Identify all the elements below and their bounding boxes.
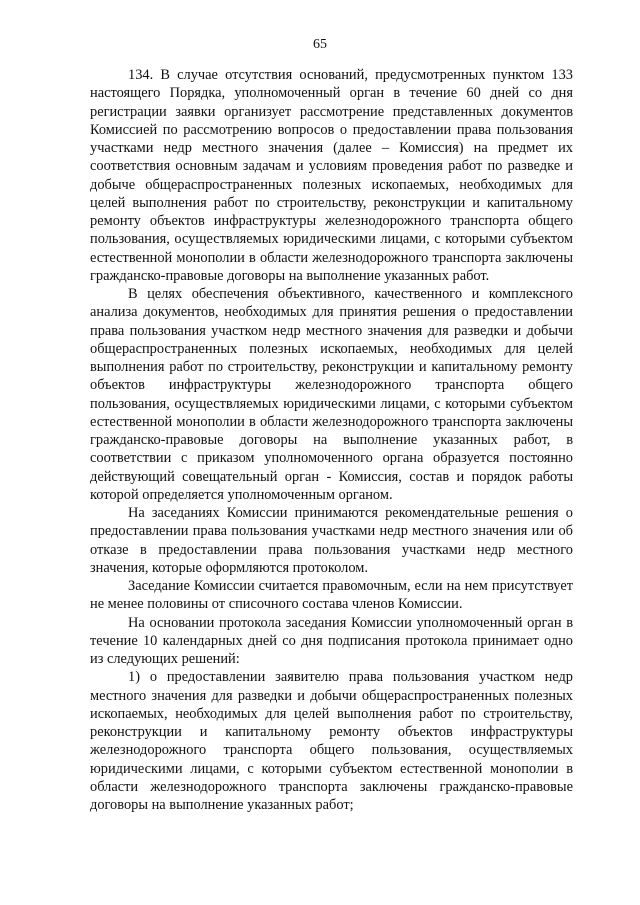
paragraph-134-intro: 134. В случае отсутствия оснований, предусмотренных пунктом 133 настоящего Порядка, уполномоченный орган в течение 60 дней со дня регистрации заявки организует рассмотрение представленных документов Комиссией по рассмотрению вопросов о предоставлении права пользования участками недр местного значения (далее – Комиссия) на предмет их соответствия основным задачам и условиям проведения работ по разведке и добыче общераспространенных полезных ископаемых, необходимых для целей выполнения работ по строительству, реконструкции и капитальному ремонту объектов инфраструктуры железнодорожного транспорта общего пользования, осуществляемых юридическими лицами, с которыми субъектом естественной монополии в области железнодорожного транспорта заключены гражданско-правовые договоры на выполнение указанных работ. xyxy=(90,67,573,284)
paragraph-commission-formation: В целях обеспечения объективного, качественного и комплексного анализа документов, необходимых для принятия решения о предоставлении права пользования участком недр местного значения для разведки и добычи общераспространенных полезных ископаемых, необходимых для целей выполнения работ по строительству, реконструкции и капитальному ремонту объектов инфраструктуры железнодорожного транспорта общего пользования, осуществляемых юридическими лицами, с которыми субъектом естественной монополии в области железнодорожного транспорта заключены гражданско-правовые договоры на выполнение указанных работ, в соответствии с приказом уполномоченного органа образуется постоянно действующий совещательный орган - Комиссия, состав и порядок работы которой определяется уполномоченным органом. xyxy=(90,286,573,503)
page-number: 65 xyxy=(313,37,327,52)
paragraph-decision-item-1: 1) о предоставлении заявителю права пользования участком недр местного значения для разведки и добычи общераспространенных полезных ископаемых, необходимых для целей выполнения работ по строительству, реконструкции и капитальному ремонту объектов инфраструктуры железнодорожного транспорта общего пользования, осуществляемых юридическими лицами, с которыми субъектом естественной монополии в области железнодорожного транспорта заключены гражданско-правовые договоры на выполнение указанных работ; xyxy=(90,669,573,813)
paragraph-protocol-decision: На основании протокола заседания Комиссии уполномоченный орган в течение 10 календарных дней со дня подписания протокола принимает одно из следующих решений: xyxy=(90,614,573,667)
document-body xyxy=(90,66,573,814)
paragraph-commission-decisions: На заседаниях Комиссии принимаются рекомендательные решения о предоставлении права пользования участками недр местного значения или об отказе в предоставлении права пользования участками недр местного значения, которые оформляются протоколом. xyxy=(90,505,573,576)
paragraph-quorum: Заседание Комиссии считается правомочным, если на нем присутствует не менее половины от списочного состава членов Комиссии. xyxy=(90,578,573,613)
